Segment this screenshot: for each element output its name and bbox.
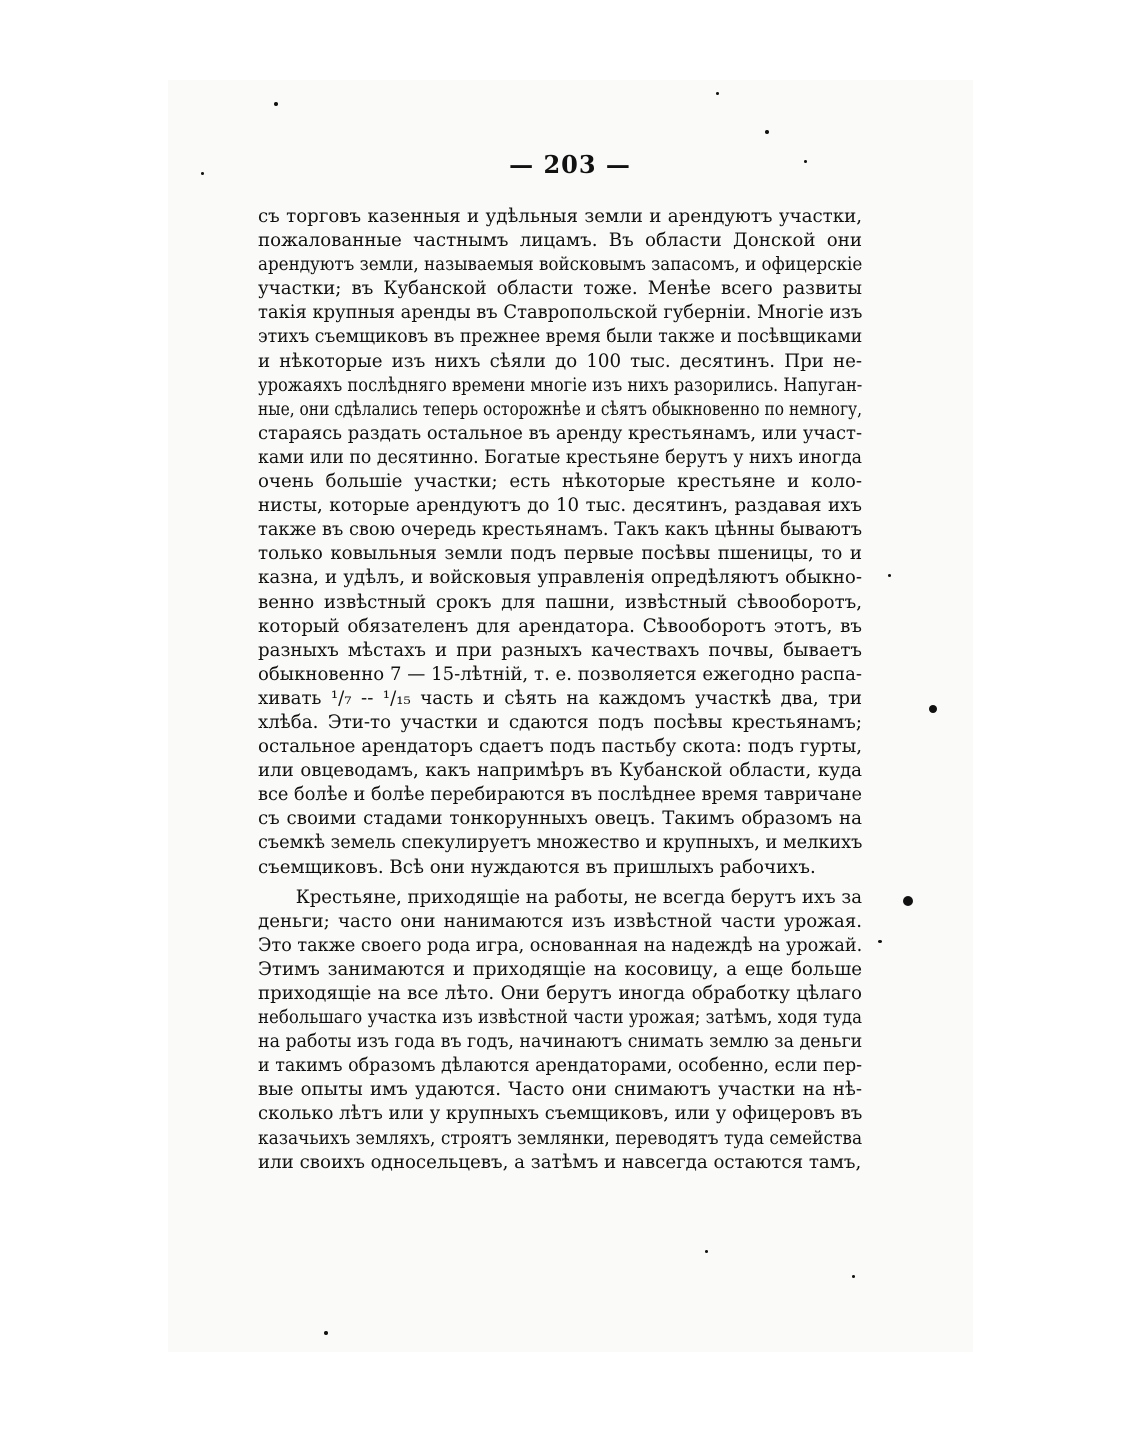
text-line: этихъ съемщиковъ въ прежнее время были также и посѣвщиками xyxy=(258,326,863,348)
text-line: съ своими стадами тонкорунныхъ овецъ. Такимъ образомъ на xyxy=(258,808,862,830)
text-line: участки; въ Кубанской области тоже. Менѣе всего развиты xyxy=(258,278,862,300)
scan-speck xyxy=(324,1331,328,1335)
text-line: только ковыльныя земли подъ первые посѣвы пшеницы, то и xyxy=(258,543,862,565)
scan-speck xyxy=(804,160,807,163)
scan-speck xyxy=(201,172,204,175)
paragraph xyxy=(258,205,862,880)
text-line: ные, они сдѣлались теперь осторожнѣе и сѣятъ обыкновенно по немногу, xyxy=(258,398,863,420)
text-line: венно извѣстный срокъ для пашни, извѣстный сѣвооборотъ, xyxy=(258,591,862,613)
text-line: небольшаго участка изъ извѣстной части урожая; затѣмъ, ходя туда xyxy=(258,1007,862,1029)
paragraph xyxy=(258,886,862,1175)
scan-speck xyxy=(888,574,891,577)
scan-speck xyxy=(878,940,882,943)
text-line: хлѣба. Эти-то участки и сдаются подъ посѣвы крестьянамъ; xyxy=(258,711,862,733)
scan-speck xyxy=(765,130,769,134)
text-line: деньги; часто они нанимаются изъ извѣстной части урожая. xyxy=(258,910,862,932)
page-number: — 203 — xyxy=(509,150,631,179)
text-line: арендуютъ земли, называемыя войсковымъ запасомъ, и офицерскіе xyxy=(258,254,863,276)
body-text xyxy=(258,205,862,1175)
text-line: Крестьяне, приходящіе на работы, не всегда берутъ ихъ за xyxy=(295,886,862,908)
text-line: съемкѣ земель спекулируетъ множество и крупныхъ, и мелкихъ xyxy=(258,832,863,854)
text-line: съемщиковъ. Всѣ они нуждаются въ пришлыхъ рабочихъ. xyxy=(258,856,816,878)
text-line: Этимъ занимаются и приходящіе на косовицу, а еще больше xyxy=(258,958,862,980)
scan-speck xyxy=(903,896,913,906)
scan-speck xyxy=(929,705,937,713)
text-line: приходящіе на все лѣто. Они берутъ иногда обработку цѣлаго xyxy=(258,983,862,1004)
text-line: остальное арендаторъ сдаетъ подъ пастьбу скота: подъ гурты, xyxy=(258,736,862,758)
scan-speck xyxy=(852,1275,855,1278)
text-line: пожалованные частнымъ лицамъ. Въ области Донской они xyxy=(258,230,862,252)
text-line: съ торговъ казенныя и удѣльныя земли и арендуютъ участки, xyxy=(258,206,862,227)
text-line: вые опыты имъ удаются. Часто они снимаютъ участки на нѣ- xyxy=(258,1079,862,1101)
text-line: разныхъ мѣстахъ и при разныхъ качествахъ почвы, бываетъ xyxy=(258,639,862,661)
scan-speck xyxy=(716,92,719,95)
text-line: такія крупныя аренды въ Ставропольской губерніи. Многіе изъ xyxy=(258,302,863,324)
text-line: Это также своего рода игра, основанная на надеждѣ на урожай. xyxy=(258,934,863,956)
text-line: сколько лѣтъ или у крупныхъ съемщиковъ, или у офицеровъ въ xyxy=(258,1103,863,1125)
text-line: или овцеводамъ, какъ напримѣръ въ Кубанской области, куда xyxy=(258,760,862,782)
scan-speck xyxy=(274,102,278,106)
text-line: стараясь раздать остальное въ аренду крестьянамъ, или участ- xyxy=(258,422,863,444)
text-line: урожаяхъ послѣдняго времени многіе изъ нихъ разорились. Напуган- xyxy=(258,374,863,396)
text-line: хивать ¹/₇ -- ¹/₁₅ часть и сѣять на каждомъ участкѣ два, три xyxy=(258,687,862,709)
text-line: который обязателенъ для арендатора. Сѣвооборотъ этотъ, въ xyxy=(258,615,862,637)
text-line: также въ свою очередь крестьянамъ. Такъ какъ цѣнны бываютъ xyxy=(258,519,863,541)
text-line: все болѣе и болѣе перебираются въ послѣднее время тавричане xyxy=(258,784,863,806)
text-line: или своихъ односельцевъ, а затѣмъ и навсегда остаются тамъ, xyxy=(258,1151,862,1173)
text-line: и такимъ образомъ дѣлаются арендаторами, особенно, если пер- xyxy=(258,1055,863,1077)
text-line: на работы изъ года въ годъ, начинаютъ снимать землю за деньги xyxy=(258,1031,863,1053)
scan-speck xyxy=(705,1250,708,1253)
text-line: казна, и удѣлъ, и войсковыя управленія опредѣляютъ обыкно- xyxy=(258,567,862,589)
text-line: ками или по десятинно. Богатые крестьяне берутъ у нихъ иногда xyxy=(258,446,863,468)
text-line: и нѣкоторые изъ нихъ сѣяли до 100 тыс. десятинъ. При не- xyxy=(258,350,862,372)
text-line: обыкновенно 7 — 15-лѣтній, т. е. позволяется ежегодно распа- xyxy=(258,663,862,685)
text-line: нисты, которые арендуютъ до 10 тыс. десятинъ, раздавая ихъ xyxy=(258,495,862,517)
text-line: казачьихъ земляхъ, строятъ землянки, переводятъ туда семейства xyxy=(258,1127,863,1149)
text-line: очень большіе участки; есть нѣкоторые крестьяне и коло- xyxy=(258,471,862,493)
